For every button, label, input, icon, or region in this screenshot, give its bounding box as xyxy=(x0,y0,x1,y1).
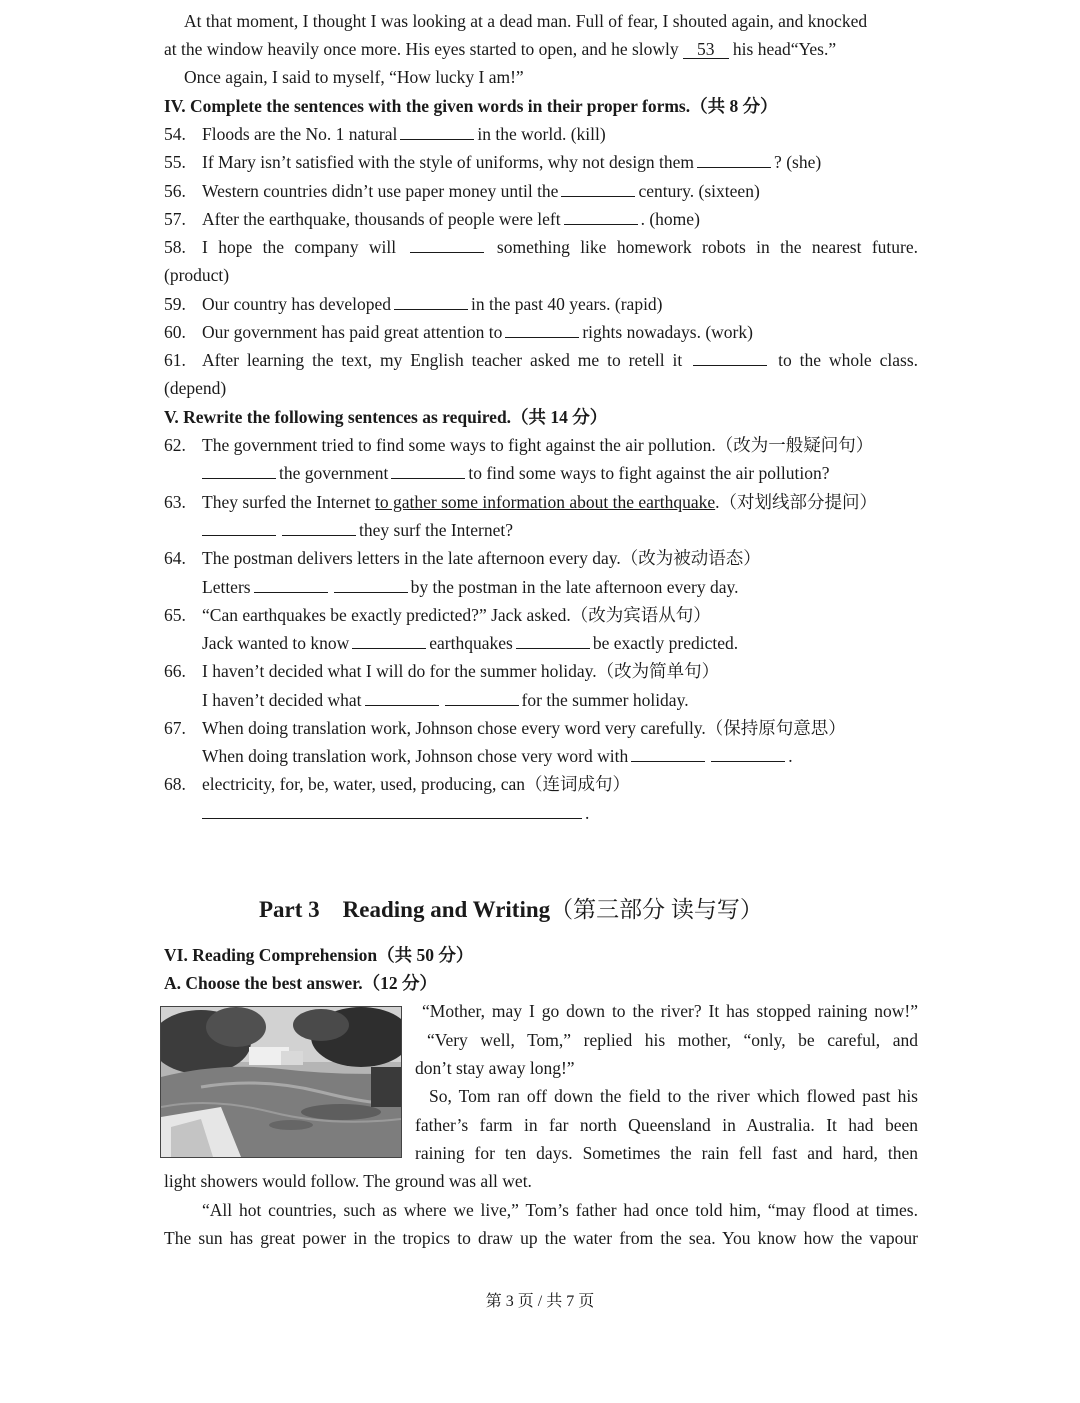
answer-63 xyxy=(202,516,513,544)
answer-blank[interactable] xyxy=(711,744,785,762)
question-number: 56. xyxy=(164,181,186,201)
answer-text: I haven’t decided what xyxy=(202,690,362,710)
question-text: After learning the text, my English teacher asked me to retell it xyxy=(202,350,683,370)
question-number: 62. xyxy=(164,435,186,455)
question-number: 60. xyxy=(164,322,186,342)
question-58 xyxy=(164,233,918,261)
question-text: The government tried to find some ways to fight against the air pollution.（改为一般疑问句） xyxy=(202,435,874,455)
story-line-2 xyxy=(164,35,836,63)
question-text-end: rights nowadays. (work) xyxy=(582,322,753,342)
question-text-end: ? (she) xyxy=(774,152,822,172)
question-67 xyxy=(164,714,846,742)
question-text: Our government has paid great attention to xyxy=(202,322,503,342)
story-line-2-text: at the window heavily once more. His eyes started to open, and he slowly xyxy=(164,39,679,59)
question-text: “Can earthquakes be exactly predicted?” Jack asked.（改为宾语从句） xyxy=(202,605,711,625)
part-3-title-en: Part 3 Reading and Writing xyxy=(259,897,551,922)
answer-blank[interactable] xyxy=(400,122,474,140)
answer-text: Letters xyxy=(202,577,251,597)
question-text: Western countries didn’t use paper money until the xyxy=(202,181,559,201)
answer-text: Jack wanted to know xyxy=(202,633,350,653)
answer-blank-long[interactable] xyxy=(202,801,582,819)
question-text-end: .（对划线部分提问） xyxy=(715,492,878,512)
passage-line-6 xyxy=(415,1139,918,1167)
passage-line-text: “Very well, Tom,” replied his mother, “only, be careful, and xyxy=(427,1030,918,1050)
answer-blank[interactable] xyxy=(282,518,356,536)
story-line-3: Once again, I said to myself, “How lucky I am!” xyxy=(184,67,524,87)
answer-68 xyxy=(202,799,589,827)
passage-line-5 xyxy=(415,1111,918,1139)
answer-blank[interactable] xyxy=(391,461,465,479)
answer-blank[interactable] xyxy=(334,575,408,593)
question-58-line xyxy=(164,233,918,261)
question-61-hint: (depend) xyxy=(164,378,227,398)
question-text-end: century. (sixteen) xyxy=(638,181,760,201)
answer-blank[interactable] xyxy=(561,179,635,197)
river-flood-photo xyxy=(160,1006,402,1158)
section-5-heading: V. Rewrite the following sentences as required.（共 14 分） xyxy=(164,407,608,427)
answer-text-end: they surf the Internet? xyxy=(359,520,514,540)
question-62 xyxy=(164,431,873,459)
passage-line-9 xyxy=(164,1224,918,1252)
question-number: 61. xyxy=(164,350,186,370)
blank-53-number: 53 xyxy=(697,39,715,59)
question-63 xyxy=(164,488,877,516)
page-footer: 第 3 页 / 共 7 页 xyxy=(485,1293,595,1310)
passage-line-text: raining for ten days. Sometimes the rain fell fast and hard, then xyxy=(415,1143,918,1163)
passage-line-text: “All hot countries, such as where we live,” Tom’s father had once told him, “may flood at times. xyxy=(202,1200,918,1220)
answer-text-end: for the summer holiday. xyxy=(521,690,689,710)
section-6a-heading: A. Choose the best answer.（12 分） xyxy=(164,973,438,993)
question-56 xyxy=(164,177,760,205)
passage-line-text: “Mother, may I go down to the river? It has stopped raining now!” xyxy=(422,1001,918,1021)
question-60 xyxy=(164,318,753,346)
answer-text-end: by the postman in the late afternoon every day. xyxy=(410,577,739,597)
answer-text-end: to find some ways to fight against the air pollution? xyxy=(468,463,830,483)
question-number: 57. xyxy=(164,209,186,229)
question-65 xyxy=(164,601,711,629)
answer-text: When doing translation work, Johnson chose very word with xyxy=(202,746,629,766)
section-4-heading: IV. Complete the sentences with the given words in their proper forms.（共 8 分） xyxy=(164,96,778,116)
question-66 xyxy=(164,657,719,685)
question-text: I haven’t decided what I will do for the summer holiday.（改为简单句） xyxy=(202,661,720,681)
answer-65 xyxy=(202,629,738,657)
story-line-1: At that moment, I thought I was looking at a dead man. Full of fear, I shouted again, and knocked xyxy=(184,11,868,31)
answer-64 xyxy=(202,573,738,601)
part-3-title xyxy=(259,890,763,930)
answer-blank[interactable] xyxy=(202,461,276,479)
passage-line-4 xyxy=(415,1082,918,1110)
answer-blank[interactable] xyxy=(505,320,579,338)
answer-text-end: . xyxy=(788,746,793,766)
answer-blank[interactable] xyxy=(352,631,426,649)
question-59 xyxy=(164,290,663,318)
question-text-end: in the world. (kill) xyxy=(477,124,606,144)
question-number: 54. xyxy=(164,124,186,144)
question-number: 68. xyxy=(164,774,186,794)
question-64 xyxy=(164,544,761,572)
answer-blank[interactable] xyxy=(254,575,328,593)
question-number: 64. xyxy=(164,548,186,568)
passage-line-1 xyxy=(415,997,918,1025)
passage-line-text: So, Tom ran off down the field to the river which flowed past his xyxy=(429,1086,918,1106)
question-number: 67. xyxy=(164,718,186,738)
question-text: After the earthquake, thousands of people were left xyxy=(202,209,561,229)
part-3-title-cn: （第三部分 读与写） xyxy=(550,897,763,922)
question-68 xyxy=(164,770,630,798)
passage-line-text: father’s farm in far north Queensland in Australia. It had been xyxy=(415,1115,918,1135)
question-58-hint: (product) xyxy=(164,265,230,285)
answer-text-end: . xyxy=(585,803,590,823)
answer-blank[interactable] xyxy=(202,518,276,536)
passage-line-7: light showers would follow. The ground was all wet. xyxy=(164,1171,532,1191)
answer-blank[interactable] xyxy=(365,688,439,706)
question-text: If Mary isn’t satisfied with the style of uniforms, why not design them xyxy=(202,152,695,172)
river-photo-illustration xyxy=(161,1007,401,1157)
passage-line-3: don’t stay away long!” xyxy=(415,1058,575,1078)
question-61 xyxy=(164,346,918,374)
passage-line-8 xyxy=(164,1196,918,1224)
question-number: 59. xyxy=(164,294,186,314)
story-line-2-end: his head“Yes.” xyxy=(732,39,837,59)
question-text: They surfed the Internet xyxy=(202,492,375,512)
question-54 xyxy=(164,120,606,148)
passage-line-text: The sun has great power in the tropics to draw up the water from the sea. You know how the vapour xyxy=(164,1228,918,1248)
answer-blank[interactable] xyxy=(697,150,771,168)
blank-53[interactable] xyxy=(683,40,729,59)
question-text: electricity, for, be, water, used, producing, can（连词成句） xyxy=(202,774,631,794)
answer-blank[interactable] xyxy=(410,235,484,253)
question-text-end: something like homework robots in the nearest future. xyxy=(496,237,919,257)
question-text: I hope the company will xyxy=(202,237,397,257)
answer-blank[interactable] xyxy=(394,292,468,310)
question-text: The postman delivers letters in the late afternoon every day.（改为被动语态） xyxy=(202,548,761,568)
answer-blank[interactable] xyxy=(516,631,590,649)
question-55 xyxy=(164,148,821,176)
question-number: 66. xyxy=(164,661,186,681)
question-text: Our country has developed xyxy=(202,294,392,314)
answer-blank[interactable] xyxy=(631,744,705,762)
question-text-end: . (home) xyxy=(640,209,700,229)
question-text: Floods are the No. 1 natural xyxy=(202,124,398,144)
section-6-heading: VI. Reading Comprehension（共 50 分） xyxy=(164,945,474,965)
question-number: 58. xyxy=(164,237,186,257)
passage-line-2 xyxy=(415,1026,918,1054)
answer-text-end: be exactly predicted. xyxy=(592,633,739,653)
question-57 xyxy=(164,205,700,233)
answer-text-mid: earthquakes xyxy=(429,633,513,653)
answer-blank[interactable] xyxy=(445,688,519,706)
answer-blank[interactable] xyxy=(564,207,638,225)
question-number: 65. xyxy=(164,605,186,625)
answer-blank[interactable] xyxy=(693,348,767,366)
question-text-end: to the whole class. xyxy=(778,350,919,370)
answer-67 xyxy=(202,742,793,770)
question-text-end: in the past 40 years. (rapid) xyxy=(471,294,663,314)
answer-text: the government xyxy=(279,463,389,483)
question-61-line xyxy=(164,346,918,374)
answer-66 xyxy=(202,686,689,714)
question-number: 55. xyxy=(164,152,186,172)
answer-62 xyxy=(202,459,829,487)
question-text: When doing translation work, Johnson chose every word very carefully.（保持原句意思） xyxy=(202,718,846,738)
underlined-phrase: to gather some information about the earthquake xyxy=(374,492,716,512)
question-number: 63. xyxy=(164,492,186,512)
